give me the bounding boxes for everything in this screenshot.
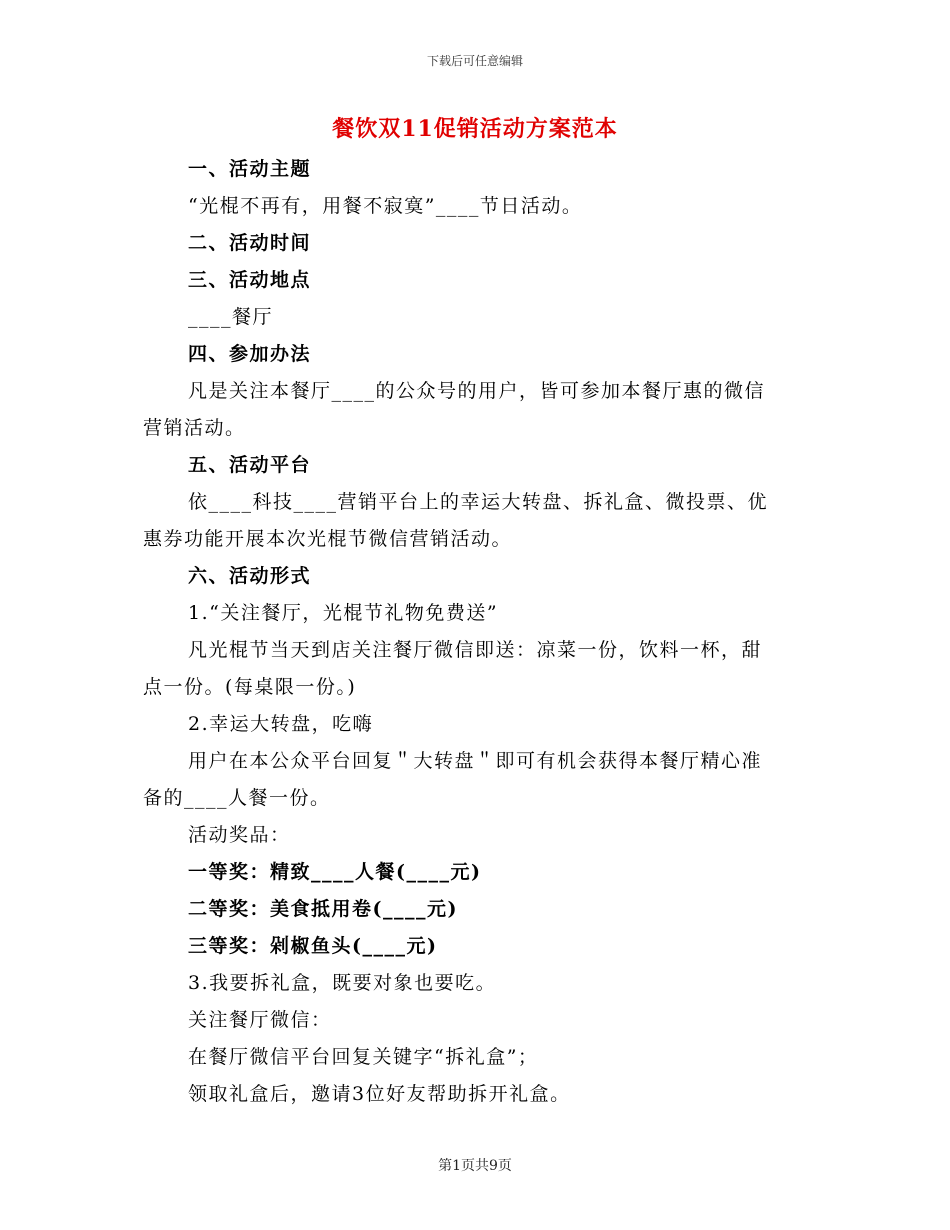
body-text-line: 依____科技____营销平台上的幸运大转盘、拆礼盒、微投票、优 <box>188 491 769 513</box>
section-heading: 三等奖：剁椒鱼头(____元) <box>188 935 438 957</box>
body-text-line: 在餐厅微信平台回复关键字“拆礼盒”； <box>188 1046 539 1068</box>
body-text-line: “光棍不再有，用餐不寂寞”____节日活动。 <box>188 195 583 217</box>
section-heading: 一、活动主题 <box>188 158 312 180</box>
section-heading: 一等奖：精致____人餐(____元) <box>188 861 482 883</box>
section-heading: 二等奖：美食抵用卷(____元) <box>188 898 458 920</box>
body-text-line: 2.幸运大转盘，吃嗨 <box>188 713 374 735</box>
section-heading: 二、活动时间 <box>188 232 312 254</box>
body-text-line: 备的____人餐一份。 <box>143 787 331 809</box>
document-body <box>143 151 799 1113</box>
body-text-line: 3.我要拆礼盒，既要对象也要吃。 <box>188 972 497 994</box>
body-text-line: 惠券功能开展本次光棍节微信营销活动。 <box>143 528 513 550</box>
body-text-line: ____餐厅 <box>188 306 274 328</box>
body-text-line: 凡是关注本餐厅____的公众号的用户，皆可参加本餐厅惠的微信 <box>188 380 766 402</box>
body-text-line: 1.“关注餐厅，光棍节礼物免费送” <box>188 602 499 624</box>
document-title: 餐饮双11促销活动方案范本 <box>332 116 618 142</box>
body-text-line: 活动奖品： <box>188 824 291 846</box>
page-header: 下载后可任意编辑 <box>426 54 523 68</box>
body-text-line: 凡光棍节当天到店关注餐厅微信即送：凉菜一份，饮料一杯，甜 <box>188 639 763 661</box>
section-heading: 四、参加办法 <box>188 343 312 365</box>
body-text-line: 关注餐厅微信： <box>188 1009 332 1031</box>
body-text-line: 点一份。(每桌限一份。) <box>143 676 357 698</box>
page-footer: 第1页共9页 <box>438 1158 512 1174</box>
body-text-line: 营销活动。 <box>143 417 246 439</box>
section-heading: 三、活动地点 <box>188 269 312 291</box>
body-text-line: 领取礼盒后，邀请3位好友帮助拆开礼盒。 <box>188 1083 571 1105</box>
section-heading: 六、活动形式 <box>188 565 312 587</box>
section-heading: 五、活动平台 <box>188 454 312 476</box>
body-text-line: 用户在本公众平台回复＂大转盘＂即可有机会获得本餐厅精心准 <box>188 750 763 772</box>
